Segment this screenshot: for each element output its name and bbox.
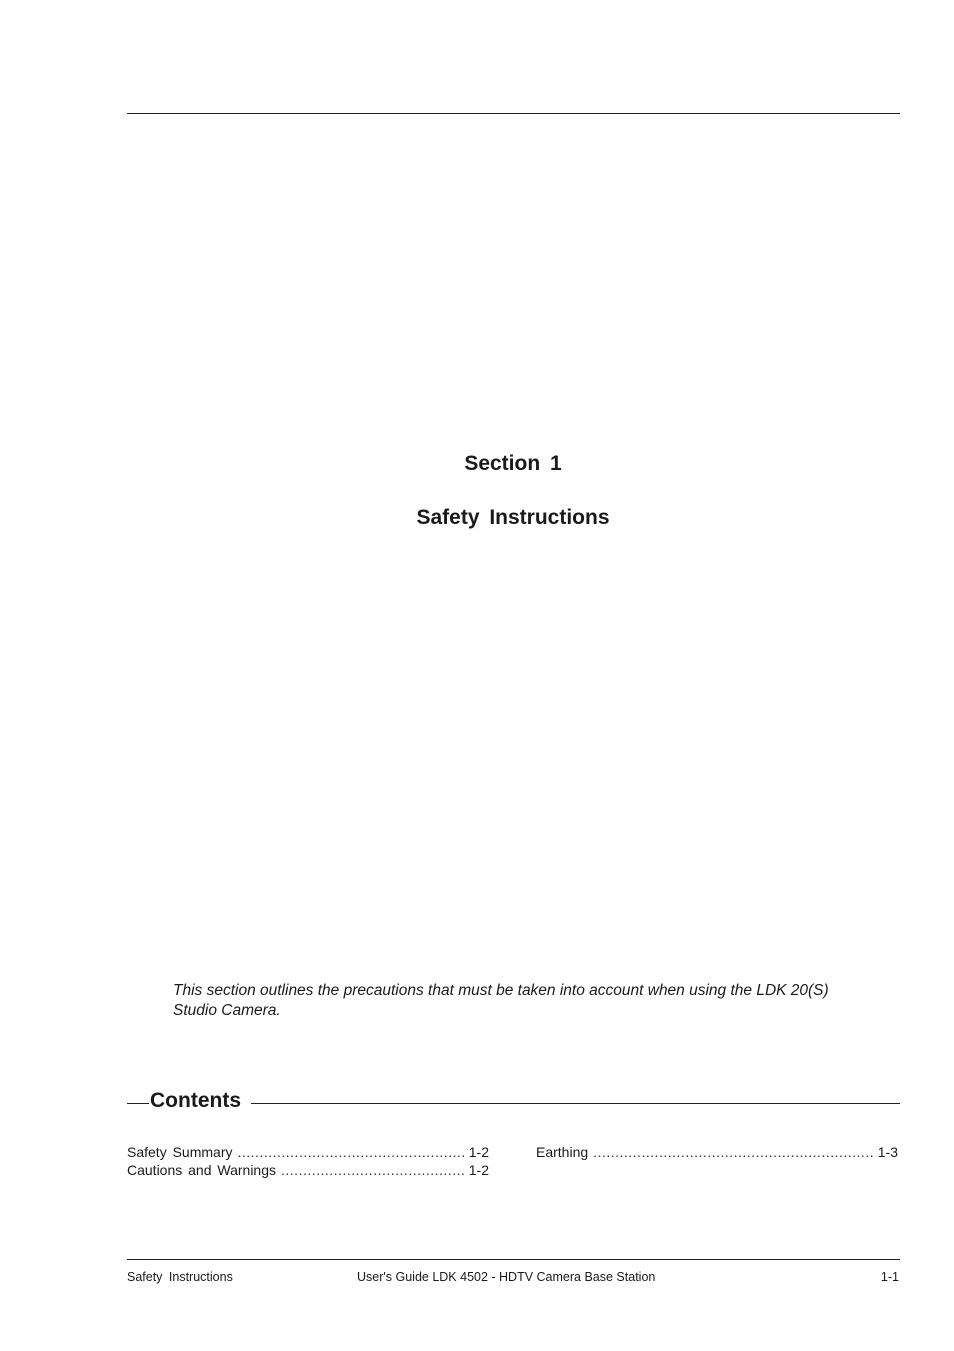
- contents-label: Contents: [150, 1089, 241, 1112]
- footer-section-name: Safety Instructions: [127, 1270, 233, 1284]
- contents-lead-rule: [127, 1103, 149, 1104]
- toc-entry-cautions-warnings[interactable]: [127, 1161, 489, 1179]
- contents-trail-rule: [251, 1103, 900, 1104]
- footer-rule: [127, 1259, 900, 1260]
- toc-entry-title: Safety Summary: [127, 1144, 233, 1160]
- intro-line-2: Studio Camera.: [173, 1001, 281, 1019]
- toc-leader-dots: [593, 1143, 874, 1161]
- page-title: Safety Instructions: [416, 506, 610, 529]
- footer-document-title: User's Guide LDK 4502 - HDTV Camera Base Station: [357, 1270, 656, 1284]
- toc-left-column: [127, 1143, 489, 1179]
- toc-leader-dots: [237, 1143, 464, 1161]
- toc-entry-title: Cautions and Warnings: [127, 1162, 277, 1178]
- intro-line-1: This section outlines the precautions that must be taken into account when using the LDK 20(S): [173, 982, 829, 999]
- section-intro: [173, 981, 873, 1020]
- toc-entry-page: 1-2: [468, 1144, 489, 1160]
- toc-entry-page: 1-3: [877, 1144, 898, 1160]
- toc-right-column: [536, 1143, 898, 1161]
- toc-entry-title: Earthing: [536, 1144, 589, 1160]
- toc-entry-safety-summary[interactable]: [127, 1143, 489, 1161]
- header-rule: [127, 113, 900, 114]
- toc-entry-earthing[interactable]: [536, 1143, 898, 1161]
- contents-heading: [127, 1089, 900, 1115]
- toc-leader-dots: [281, 1161, 465, 1179]
- footer-page-number: 1-1: [880, 1270, 899, 1284]
- toc-entry-page: 1-2: [468, 1162, 489, 1178]
- section-number: Section 1: [464, 452, 562, 475]
